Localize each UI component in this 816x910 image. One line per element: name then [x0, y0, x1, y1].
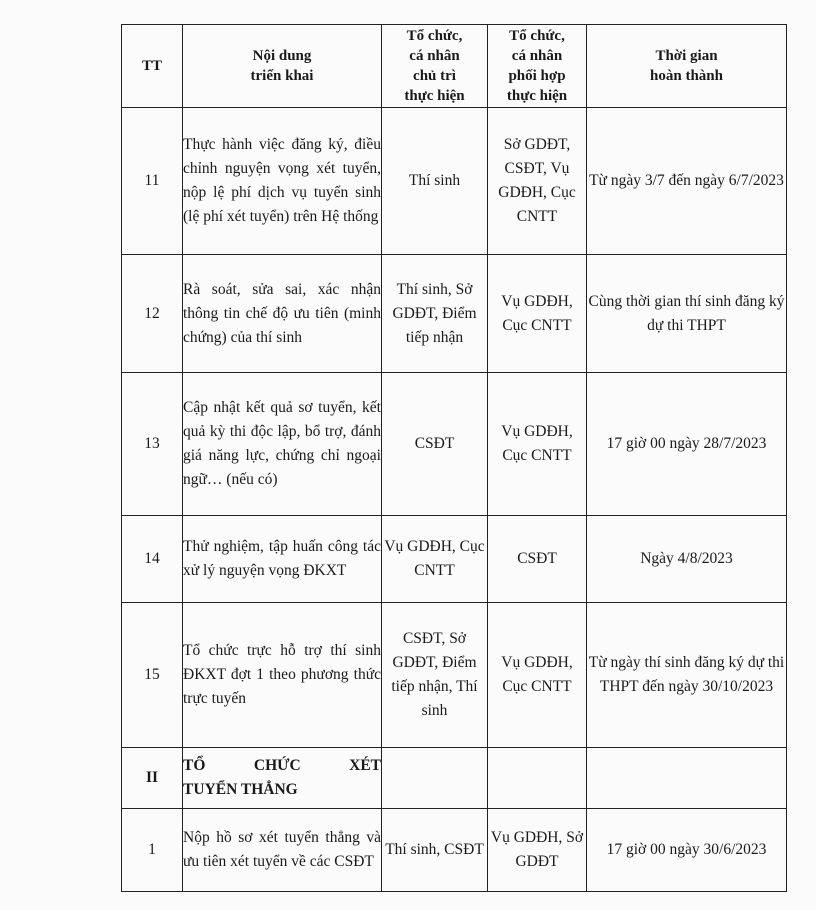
- header-host: Tổ chức, cá nhân chủ trì thực hiện: [382, 25, 488, 108]
- section-number: II: [122, 748, 183, 809]
- row-deadline: Cùng thời gian thí sinh đăng ký dự thi THPT: [587, 255, 787, 373]
- row-coordinate: Sở GDĐT, CSĐT, Vụ GDĐH, Cục CNTT: [488, 108, 587, 255]
- row-coordinate: Vụ GDĐH, Sở GDĐT: [488, 809, 587, 892]
- header-deadline: Thời gian hoàn thành: [587, 25, 787, 108]
- table-row: [122, 603, 787, 748]
- row-content: Cập nhật kết quả sơ tuyển, kết quả kỳ thi độc lập, bổ trợ, đánh giá năng lực, chứng chỉ ngoại ngữ… (nếu có): [183, 373, 382, 516]
- section-title-line1: TỔ CHỨC XÉT: [183, 757, 381, 774]
- section-row: [122, 748, 787, 809]
- table-row: [122, 255, 787, 373]
- row-tt: 15: [122, 603, 183, 748]
- header-coordinate: Tổ chức, cá nhân phối hợp thực hiện: [488, 25, 587, 108]
- row-tt: 11: [122, 108, 183, 255]
- table-header-row: [122, 25, 787, 108]
- table-row: [122, 516, 787, 603]
- row-host: Thí sinh: [382, 108, 488, 255]
- table-row: [122, 108, 787, 255]
- empty-cell: [488, 748, 587, 809]
- row-coordinate: Vụ GDĐH, Cục CNTT: [488, 603, 587, 748]
- row-content: Rà soát, sửa sai, xác nhận thông tin chế độ ưu tiên (minh chứng) của thí sinh: [183, 255, 382, 373]
- section-title-line2: TUYỂN THẲNG: [183, 781, 298, 798]
- row-tt: 13: [122, 373, 183, 516]
- row-coordinate: Vụ GDĐH, Cục CNTT: [488, 373, 587, 516]
- row-host: Thí sinh, CSĐT: [382, 809, 488, 892]
- row-deadline: Từ ngày thí sinh đăng ký dự thi THPT đến ngày 30/10/2023: [587, 603, 787, 748]
- header-content: Nội dung triển khai: [183, 25, 382, 108]
- row-deadline: Từ ngày 3/7 đến ngày 6/7/2023: [587, 108, 787, 255]
- row-tt: 14: [122, 516, 183, 603]
- row-deadline: 17 giờ 00 ngày 28/7/2023: [587, 373, 787, 516]
- section-title: [183, 748, 382, 809]
- empty-cell: [382, 748, 488, 809]
- row-content: Nộp hồ sơ xét tuyển thẳng và ưu tiên xét tuyển về các CSĐT: [183, 809, 382, 892]
- row-coordinate: Vụ GDĐH, Cục CNTT: [488, 255, 587, 373]
- row-host: CSĐT: [382, 373, 488, 516]
- row-tt: 12: [122, 255, 183, 373]
- row-host: Vụ GDĐH, Cục CNTT: [382, 516, 488, 603]
- row-content: Tổ chức trực hỗ trợ thí sinh ĐKXT đợt 1 theo phương thức trực tuyến: [183, 603, 382, 748]
- empty-cell: [587, 748, 787, 809]
- row-deadline: Ngày 4/8/2023: [587, 516, 787, 603]
- row-host: CSĐT, Sở GDĐT, Điểm tiếp nhận, Thí sinh: [382, 603, 488, 748]
- schedule-table: [121, 24, 787, 892]
- row-content: Thử nghiệm, tập huấn công tác xử lý nguyện vọng ĐKXT: [183, 516, 382, 603]
- table-row: [122, 373, 787, 516]
- row-deadline: 17 giờ 00 ngày 30/6/2023: [587, 809, 787, 892]
- table-row: [122, 809, 787, 892]
- row-host: Thí sinh, Sở GDĐT, Điểm tiếp nhận: [382, 255, 488, 373]
- row-coordinate: CSĐT: [488, 516, 587, 603]
- header-tt: TT: [122, 25, 183, 108]
- row-tt: 1: [122, 809, 183, 892]
- row-content: Thực hành việc đăng ký, điều chỉnh nguyện vọng xét tuyển, nộp lệ phí dịch vụ tuyển sinh (lệ phí xét tuyển) trên Hệ thống: [183, 108, 382, 255]
